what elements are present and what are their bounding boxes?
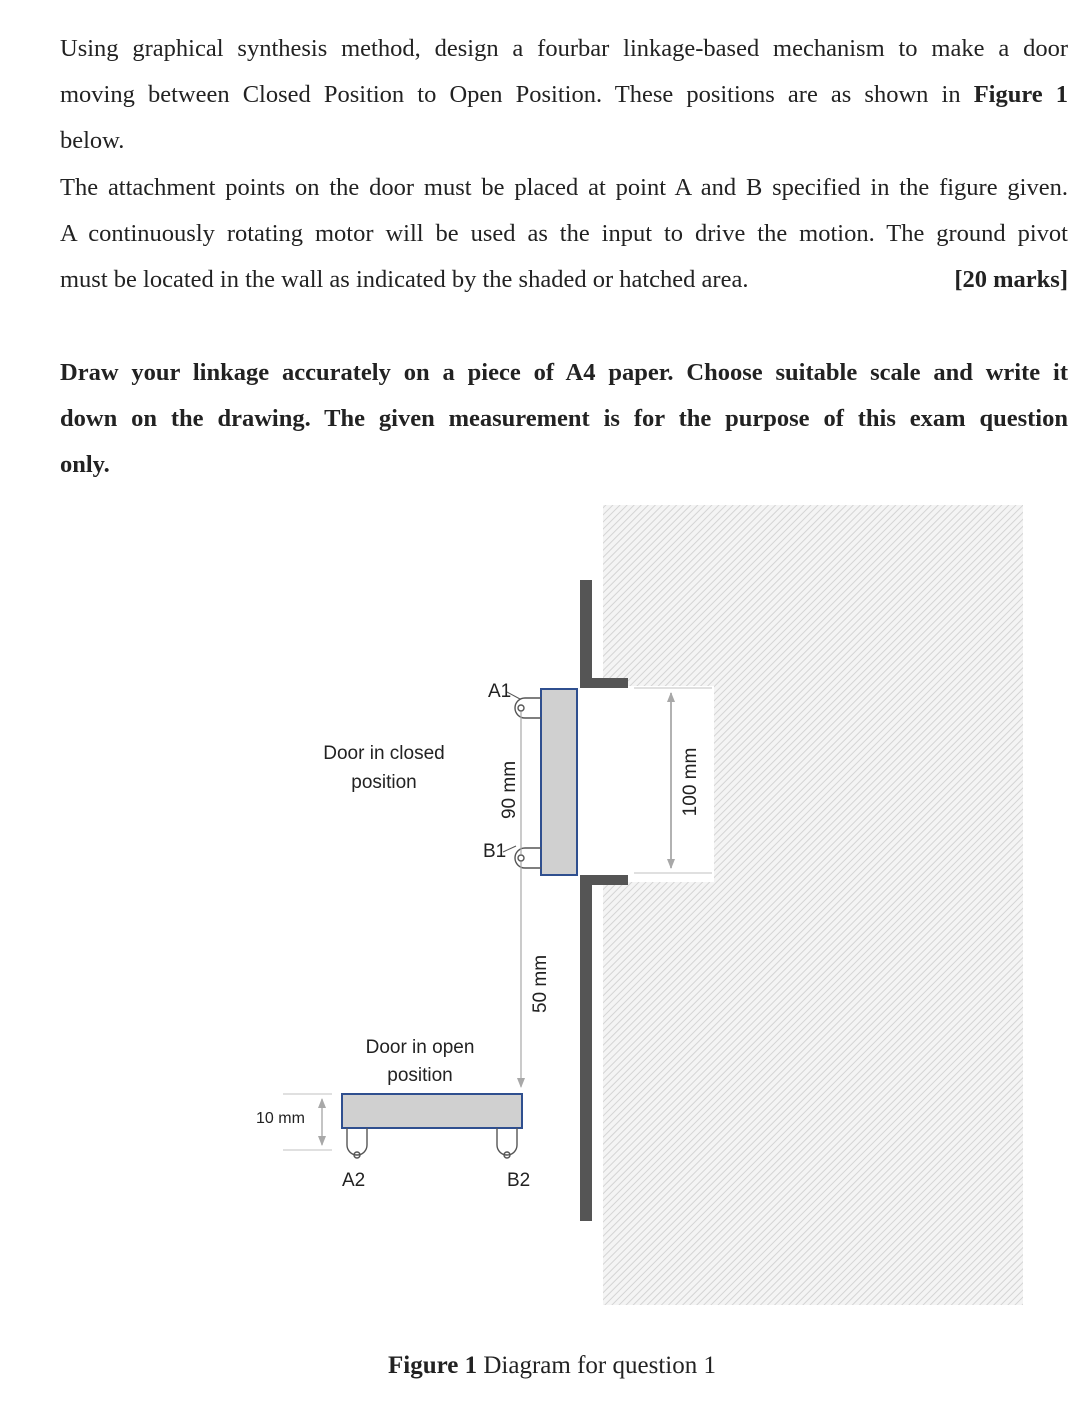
label-a1: A1: [488, 681, 512, 702]
p1-line-3: below.: [60, 127, 125, 154]
label-b1: B1: [483, 841, 507, 862]
pivot-a1: [515, 698, 541, 718]
label-open-line1: Door in open: [365, 1037, 475, 1058]
label-closed-line1: Door in closed: [323, 743, 445, 764]
dim-50-label: 50 mm: [530, 954, 551, 1014]
label-b2: B2: [507, 1170, 531, 1191]
figure-caption: [388, 1352, 716, 1380]
pivot-a2: [347, 1128, 367, 1158]
p3-line-1: Draw your linkage accurately on a piece of A4 paper. Choose suitable scale and write it: [60, 359, 1068, 386]
dim-90-label: 90 mm: [499, 760, 520, 820]
marks-label: [20 marks]: [954, 266, 1068, 293]
p1-line-1: Using graphical synthesis method, design a fourbar linkage-based mechanism to make a door: [60, 35, 1068, 62]
label-a2: A2: [342, 1170, 366, 1191]
p3-line-2: down on the drawing. The given measurement is for the purpose of this exam question: [60, 405, 1068, 432]
door-closed: [541, 689, 577, 875]
label-open-line2: position: [387, 1065, 453, 1086]
dim-100-label: 100 mm: [680, 747, 701, 817]
p3-line-3: only.: [60, 451, 110, 478]
p1-line-2-text: moving between Closed Position to Open Position. These positions are as shown in: [60, 81, 961, 108]
p2-line-3-text: must be located in the wall as indicated by the shaded or hatched area.: [60, 266, 749, 293]
caption-text: Diagram for question 1: [483, 1352, 716, 1379]
dimension-50mm: [521, 862, 551, 1087]
pivot-b1: [515, 848, 541, 868]
door-open: [342, 1094, 522, 1128]
label-closed-line2: position: [351, 772, 417, 793]
dimension-90mm: [499, 712, 521, 854]
caption-bold: Figure 1: [388, 1352, 478, 1379]
dimension-10mm: [256, 1094, 332, 1150]
hatched-wall-area: [603, 505, 1023, 1305]
dim-10-label: 10 mm: [256, 1110, 305, 1127]
figure-reference: Figure 1: [973, 81, 1068, 108]
p2-line-2: A continuously rotating motor will be used as the input to drive the motion. The ground pivot: [60, 220, 1068, 247]
p2-line-1: The attachment points on the door must be placed at point A and B specified in the figure given.: [60, 174, 1068, 201]
pivot-b2: [497, 1128, 517, 1158]
